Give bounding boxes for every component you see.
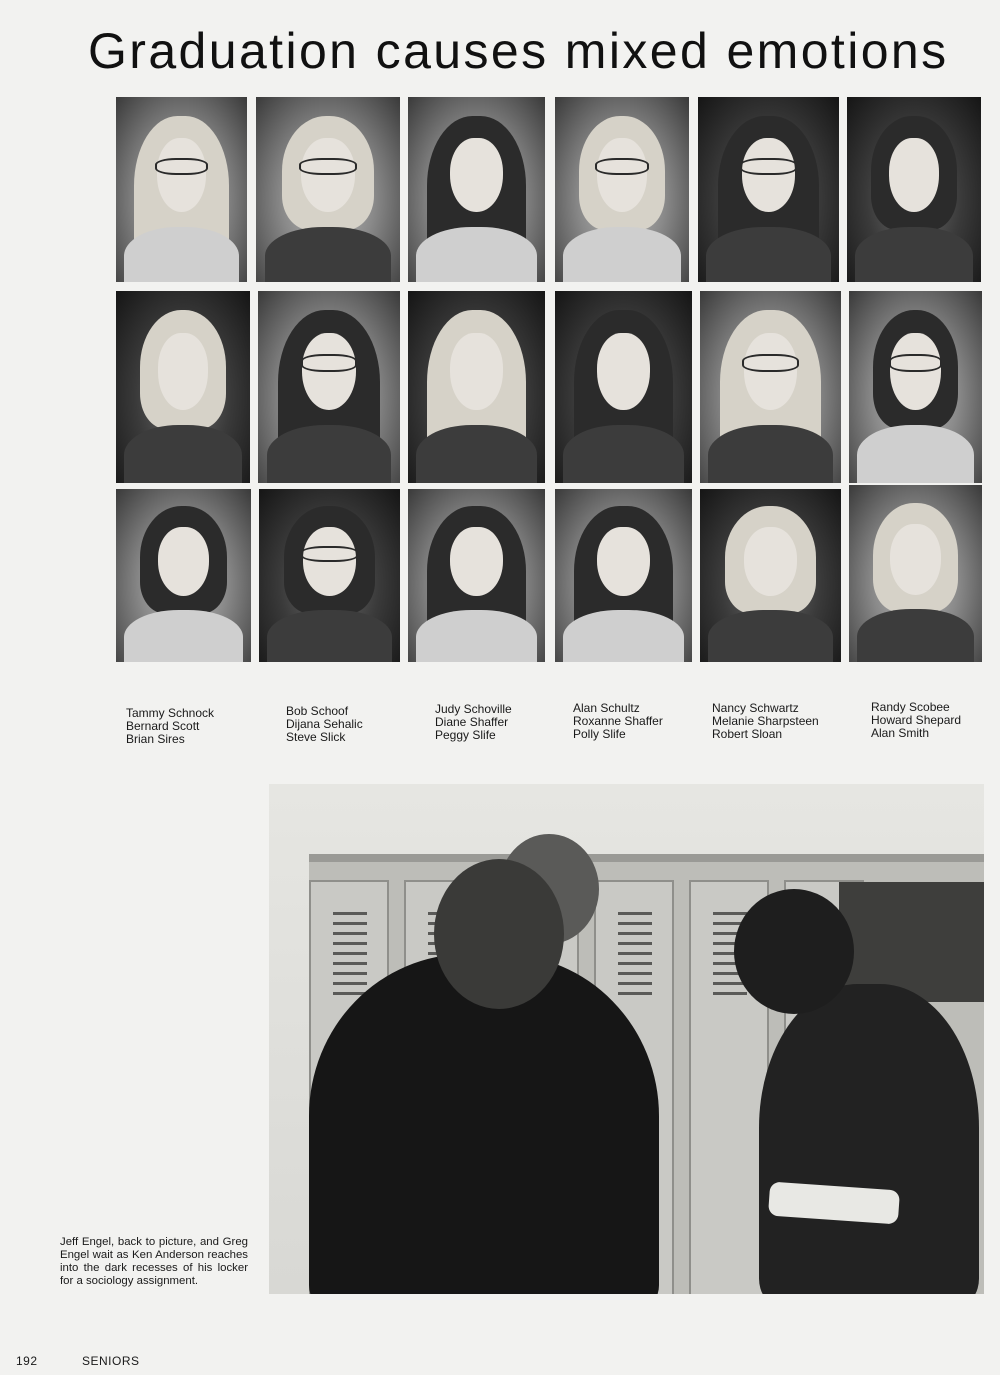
student-name: Brian Sires: [126, 732, 185, 746]
portrait-names-column-4: [573, 702, 663, 741]
portrait-names-column-1: [126, 707, 214, 746]
portrait-steve-slick: [259, 489, 400, 662]
portrait-robert-sloan: [700, 489, 841, 662]
portrait-names-column-2: [286, 705, 363, 744]
portrait-names-column-6: [871, 701, 961, 740]
portrait-diane-shaffer: [408, 291, 545, 483]
section-label: SENIORS: [82, 1354, 140, 1368]
student-name: Peggy Slife: [435, 728, 496, 742]
photo-caption: Jeff Engel, back to picture, and Greg Engel wait as Ken Anderson reaches into the dark recesses of his locker for a sociology assignment.: [60, 1236, 248, 1287]
student-name: Roxanne Shaffer: [573, 714, 663, 728]
student-at-locker: [759, 984, 979, 1294]
portrait-bob-schoof: [256, 97, 400, 282]
portrait-nancy-schwartz: [698, 97, 839, 282]
portrait-brian-sires: [116, 489, 251, 662]
student-name: Robert Sloan: [712, 727, 783, 741]
student-name: Polly Slife: [573, 727, 626, 741]
portrait-names-column-3: [435, 703, 512, 742]
student-name: Randy Scobee: [871, 700, 950, 714]
portrait-alan-smith: [849, 485, 982, 662]
page-headline: Graduation causes mixed emotions: [88, 23, 949, 79]
portrait-roxanne-shaffer: [555, 291, 692, 483]
locker-candid-photo: [269, 784, 984, 1294]
student-name: Steve Slick: [286, 730, 346, 744]
portrait-bernard-scott: [116, 291, 250, 483]
portrait-dijana-sehalic: [258, 291, 400, 483]
portrait-tammy-schnock: [116, 97, 247, 282]
portrait-alan-schultz: [555, 97, 689, 282]
student-name: Alan Schultz: [573, 701, 640, 715]
student-name: Bernard Scott: [126, 719, 200, 733]
portrait-polly-slife: [555, 489, 692, 662]
page-number: 192: [16, 1354, 38, 1368]
student-name: Dijana Sehalic: [286, 717, 363, 731]
portrait-randy-scobee: [847, 97, 981, 282]
student-name: Tammy Schnock: [126, 706, 215, 720]
student-name: Judy Schoville: [435, 702, 512, 716]
portrait-names-column-5: [712, 702, 819, 741]
student-name: Melanie Sharpsteen: [712, 714, 819, 728]
student-name: Bob Schoof: [286, 704, 349, 718]
portrait-peggy-slife: [408, 489, 545, 662]
portrait-judy-schoville: [408, 97, 545, 282]
student-name: Nancy Schwartz: [712, 701, 799, 715]
portrait-howard-shepard: [849, 291, 982, 483]
student-name: Howard Shepard: [871, 713, 962, 727]
portrait-melanie-sharpsteen: [700, 291, 841, 483]
student-name: Diane Shaffer: [435, 715, 509, 729]
student-name: Alan Smith: [871, 726, 930, 740]
